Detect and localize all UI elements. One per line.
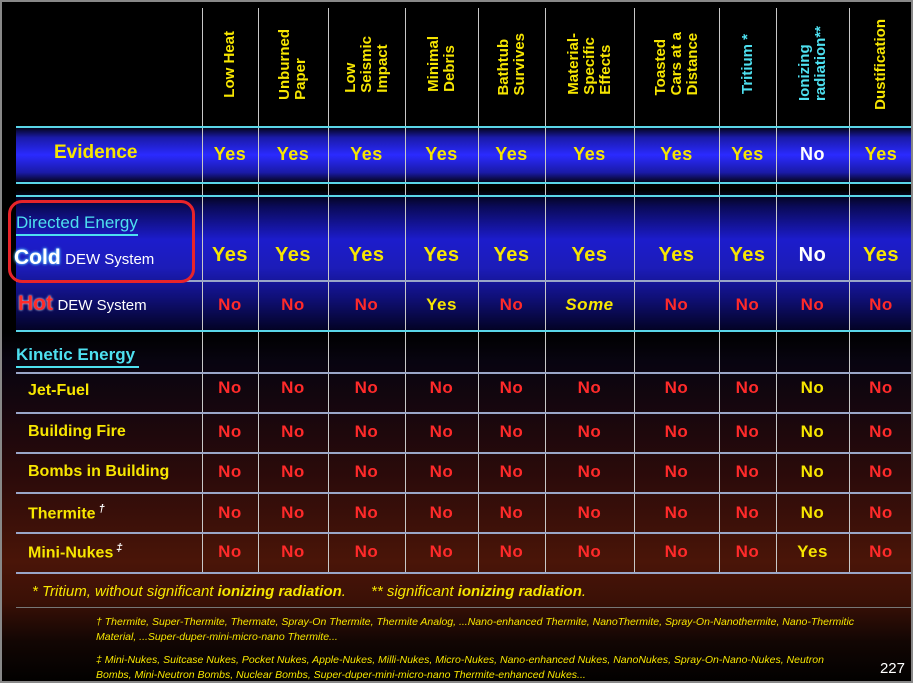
page-number: 227 [879, 660, 905, 677]
table-cell: No [354, 503, 379, 522]
table-cell: No [354, 422, 379, 441]
table-cell: No [499, 378, 524, 397]
row-divider [16, 182, 913, 184]
table-cell: No [354, 295, 379, 314]
table-cell: Yes [658, 243, 695, 266]
row-divider [16, 330, 913, 332]
table-cell: No [800, 143, 825, 164]
footnote-divider [16, 607, 913, 608]
table-cell: No [869, 295, 893, 314]
table-cell: Yes [348, 243, 385, 266]
table-cell: No [429, 503, 454, 522]
table-cell: No [218, 422, 242, 441]
column-header-label: Bathtub Survives [494, 32, 528, 96]
table-cell: No [218, 378, 242, 397]
table-cell: No [798, 243, 827, 266]
table-cell: No [354, 378, 379, 397]
cold-dew-label [14, 246, 154, 270]
column-header [202, 6, 258, 122]
table-cell: Yes [350, 143, 383, 164]
table-cell: Yes [426, 295, 457, 314]
table-cell: No [218, 503, 242, 522]
column-header [776, 6, 849, 122]
cold-dew-system: DEW System [65, 251, 155, 268]
table-cell: No [281, 378, 305, 397]
table-cell: Yes [213, 143, 247, 164]
kinetic-row-label-text: Thermite [28, 505, 96, 523]
kinetic-energy-heading: Kinetic Energy [16, 345, 139, 368]
column-header-label: Low Heat [221, 30, 238, 98]
table-cell: No [869, 422, 893, 441]
table-cell: Yes [660, 143, 693, 164]
table-cell: Yes [275, 243, 311, 266]
table-cell: No [499, 542, 524, 561]
table-cell: Some [565, 295, 614, 314]
row-divider [16, 195, 913, 197]
kinetic-row-label-text: Mini-Nukes [28, 544, 114, 562]
column-header-label: Material- Specific Effects [564, 33, 614, 95]
table-cell: No [354, 462, 379, 481]
table-cell: No [429, 422, 454, 441]
table-cell: No [869, 542, 893, 561]
column-header [328, 6, 405, 122]
table-cell: No [735, 503, 760, 522]
kinetic-row-label-text: Bombs in Building [28, 463, 170, 480]
table-cell: No [800, 378, 825, 397]
table-cell: No [281, 422, 305, 441]
table-cell: No [577, 462, 602, 481]
table-cell: No [735, 422, 760, 441]
table-cell: No [664, 462, 689, 481]
footnote-double-dagger: ‡ Mini-Nukes, Suitcase Nukes, Pocket Nukes, Apple-Nukes, Milli-Nukes, Micro-Nukes, Nano-enhanced Nukes, NanoNukes, Spray-On-Nano-Nukes, Neutron Bombs, Mini-Neutron Bombs, Nuclear Bombs, Super-duper-mini-micro-nano Thermite-enhanced Nukes... [96, 654, 824, 681]
table-cell: No [735, 378, 760, 397]
table-cell: No [800, 422, 825, 441]
table-cell: Yes [731, 143, 764, 164]
table-cell: No [664, 295, 689, 314]
table-cell: Yes [425, 143, 458, 164]
table-cell: No [800, 462, 825, 481]
column-header [849, 6, 913, 122]
column-header [634, 6, 719, 122]
table-cell: No [664, 503, 689, 522]
table-cell: No [429, 542, 454, 561]
table-cell: Yes [863, 243, 899, 266]
column-header [258, 6, 328, 122]
table-cell: No [869, 462, 893, 481]
table-cell: No [735, 542, 760, 561]
table-cell: Yes [571, 243, 608, 266]
table-cell: No [800, 295, 825, 314]
kinetic-row-label [28, 382, 89, 400]
table-cell: No [499, 503, 524, 522]
table-cell: Yes [212, 243, 248, 266]
column-header-label: Tritium * [738, 33, 756, 94]
kinetic-row-label [28, 423, 126, 441]
table-cell: Yes [864, 143, 898, 164]
column-header [405, 6, 478, 122]
table-cell: No [735, 462, 760, 481]
hot-dew-label [18, 292, 147, 316]
footnote-mark: ‡ [116, 542, 123, 554]
table-cell: No [577, 542, 602, 561]
kinetic-row-label [28, 503, 105, 523]
table-cell: Yes [493, 243, 530, 266]
table-cell: No [577, 378, 602, 397]
table-cell: No [664, 542, 689, 561]
row-divider [16, 572, 913, 574]
table-cell: No [499, 462, 524, 481]
column-header-label: Low Seismic Impact [341, 35, 391, 93]
kinetic-row-label-text: Building Fire [28, 423, 126, 440]
column-header-label: Unburned Paper [276, 28, 309, 100]
table-cell: No [869, 503, 893, 522]
table-cell: No [218, 295, 242, 314]
column-header-label: Toasted Cars at a Distance [651, 32, 701, 96]
table-cell: No [499, 295, 524, 314]
column-header-label: Minimal Debris [424, 36, 458, 92]
table-cell: No [429, 378, 454, 397]
table-cell: No [800, 503, 825, 522]
table-cell: No [354, 542, 379, 561]
column-header-label: Ionizing radiation** [795, 26, 829, 102]
column-header [478, 6, 545, 122]
evidence-label: Evidence [54, 142, 138, 163]
table-cell: No [735, 295, 760, 314]
table-cell: Yes [495, 143, 528, 164]
table-cell: No [664, 422, 689, 441]
kinetic-row-label [28, 463, 169, 481]
table-cell: No [869, 378, 893, 397]
table-cell: No [218, 542, 242, 561]
directed-energy-heading: Directed Energy [16, 213, 138, 236]
footnote-star: * Tritium, without significant ionizing radiation. ** significant ionizing radiation. [32, 583, 587, 600]
table-cell: No [577, 422, 602, 441]
table-cell: No [218, 462, 242, 481]
table-cell: No [281, 295, 305, 314]
kinetic-row-label [28, 542, 122, 562]
table-cell: No [281, 503, 305, 522]
column-header [719, 6, 776, 122]
table-cell: No [499, 422, 524, 441]
hot-prefix: Hot [18, 292, 53, 315]
hot-dew-system: DEW System [57, 297, 147, 314]
cold-prefix: Cold [14, 246, 61, 269]
column-header [545, 6, 634, 122]
table-cell: Yes [797, 542, 828, 561]
table-cell: Yes [276, 143, 310, 164]
column-header-label: Dustification [872, 18, 889, 110]
kinetic-row-label-text: Jet-Fuel [28, 382, 90, 399]
table-cell: Yes [423, 243, 460, 266]
footnote-dagger: † Thermite, Super-Thermite, Thermate, Spray-On Thermite, Thermite Analog, ...Nano-enhanced Thermite, NanoThermite, Spray-On-Nanothermite, Nano-Thermitic Material, ...Super-duper-mini-micro-nano Thermite... [96, 616, 855, 643]
table-cell: No [281, 542, 305, 561]
table-cell: No [281, 462, 305, 481]
table-cell: Yes [729, 243, 766, 266]
footnote-mark: † [98, 503, 105, 515]
table-cell: No [429, 462, 454, 481]
table-cell: No [664, 378, 689, 397]
table-cell: No [577, 503, 602, 522]
table-cell: Yes [573, 143, 606, 164]
